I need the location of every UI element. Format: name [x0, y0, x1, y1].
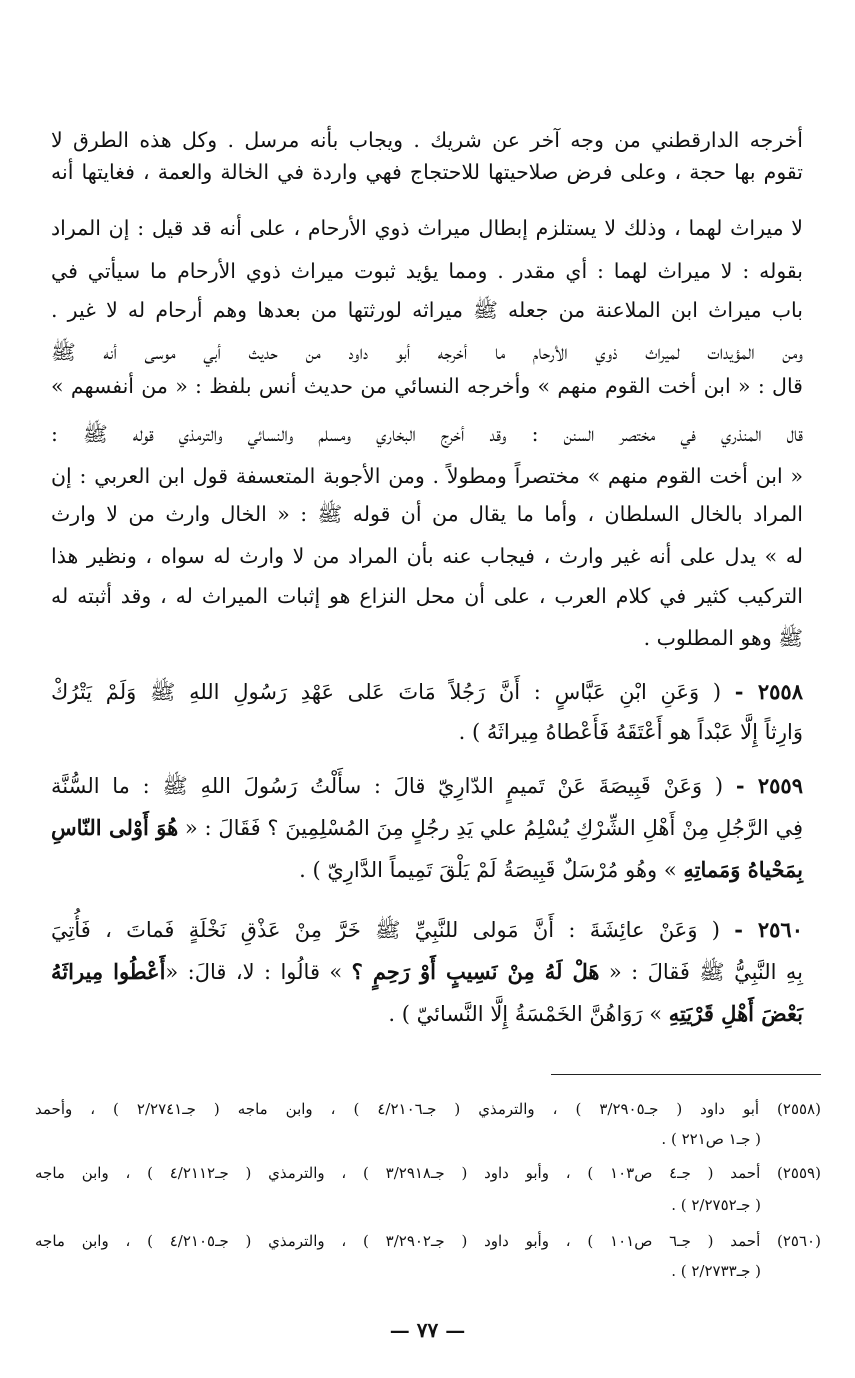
commentary-line: باب ميراث ابن الملاعنة من جعله ﷺ ميراثه لورثتها من بعدها وهم أرحام له لا غير . — [51, 298, 803, 322]
commentary-line: له » يدل على أنه غير وارث ، فيجاب عنه بأن المراد من لا وارث له سواه ، ونظير هذا — [51, 544, 803, 568]
footnote-line: ( جـ٢/٢٧٣٣ ) . — [671, 1262, 761, 1280]
prophetic-quote: هَلْ لَهُ مِنْ نَسِيبٍ أَوْ رَحِمٍ ؟ — [351, 959, 600, 984]
footnote-line: (٢٥٥٨) أبو داود ( جـ٣/٢٩٠٥ ) ، والترمذي ( جـ٤/٢١٠٦ ) ، وابن ماجه ( جـ٢/٢٧٤١ ) ، وأحمد — [35, 1100, 821, 1118]
footnote-line: ( جـ١ ص٢٢١ ) . — [661, 1130, 761, 1148]
hadith-2558-line-1: ٢٥٥٨ - ( وَعَنِ ابْنِ عَبَّاسٍ : أَنَّ رَجُلاً مَاتَ عَلى عَهْدِ رَسُولِ اللهِ ﷺ وَلَمْ يَتْرُكْ — [51, 679, 803, 704]
hadith-2559-line-2: فِي الرَّجُلِ مِنْ أَهْلِ الشِّرْكِ يُسْلِمُ علي يَدِ رجُلٍ مِنَ المُسْلِمِينَ ؟ فَقَالَ : « هُوَ أَوْلى النّاسِ — [51, 815, 803, 840]
commentary-line: بقوله : لا ميراث لهما : أي مقدر . ومما يؤيد ثبوت ميراث ذوي الأرحام ما سيأتي في — [51, 259, 803, 283]
commentary-line: التركيب كثير في كلام العرب ، على أن محل النزاع هو إثبات الميراث له ، وقد أثبته له — [51, 584, 803, 608]
prophetic-quote: بَعْضَ أَهْلِ قَرْيَتِهِ — [668, 1001, 803, 1026]
hadith-2560-line-3: بَعْضَ أَهْلِ قَرْيَتِهِ » رَوَاهُنَّ الخَمْسَةُ إِلَّا النَّسائيّ ) . — [388, 1001, 803, 1026]
commentary-line: « ابن أخت القوم منهم » مختصراً ومطولاً . ومن الأجوبة المتعسفة قول ابن العربي : إن — [51, 464, 803, 488]
prophetic-quote: هُوَ أَوْلى النّاسِ — [51, 815, 179, 840]
hadith-2560-line-1: ٢٥٦٠ - ( وَعَنْ عائِشَةَ : أَنَّ مَولى للنَّبِيِّ ﷺ خَرَّ مِنْ عَذْقِ نَخْلَةٍ فَماتَ ، فَأُتِيَ — [51, 917, 803, 942]
commentary-line: قال المنذري في مختصر السنن : وقد أخرج البخاري ومسلم والنسائي والترمذي قوله ﷺ : — [51, 422, 803, 446]
hadith-2559-line-3: بِمَحْياهُ وَمَماتِهِ » وهُو مُرْسَلٌ قَبِيصَةُ لَمْ يَلْقَ تَمِيماً الدَّارِيّ ) . — [299, 857, 803, 882]
footnote-line: ( جـ٢/٢٧٥٢ ) . — [671, 1196, 761, 1214]
footnote-line: (٢٥٥٩) أحمد ( جـ٤ ص١٠٣ ) ، وأبو داود ( جـ٣/٢٩١٨ ) ، والترمذي ( جـ٤/٢١١٢ ) ، وابن ماجه — [35, 1164, 821, 1182]
commentary-line: المراد بالخال السلطان ، وأما ما يقال من أن قوله ﷺ : « الخال وارث من لا وارث — [51, 502, 803, 526]
footnote-divider — [551, 1074, 821, 1075]
footnote-line: (٢٥٦٠) أحمد ( جـ٦ ص١٠١ ) ، وأبو داود ( جـ٣/٢٩٠٢ ) ، والترمذي ( جـ٤/٢١٠٥ ) ، وابن ماجه — [35, 1232, 821, 1250]
commentary-line: ﷺ وهو المطلوب . — [643, 626, 803, 650]
commentary-line: لا ميراث لهما ، وذلك لا يستلزم إبطال ميراث ذوي الأرحام ، على أنه قد قيل : إن المراد — [51, 216, 803, 240]
commentary-line: أخرجه الدارقطني من وجه آخر عن شريك . ويجاب بأنه مرسل . وكل هذه الطرق لا — [51, 128, 803, 152]
prophetic-quote: أَعْطُوا مِيراثَهُ — [51, 959, 166, 984]
hadith-number: ٢٥٥٨ - — [734, 679, 803, 704]
page-number: — ٧٧ — — [389, 1318, 466, 1342]
commentary-line: ومن المؤيدات لميراث ذوي الأرحام ما أخرجه أبو داود من حديث أبي موسى أنه ﷺ — [51, 340, 803, 364]
prophetic-quote: بِمَحْياهُ وَمَماتِهِ — [683, 857, 803, 882]
commentary-line: تقوم بها حجة ، وعلى فرض صلاحيتها للاحتجاج فهي واردة في الخالة والعمة ، فغايتها أنه — [51, 160, 803, 184]
commentary-line: قال : « ابن أخت القوم منهم » وأخرجه النسائي من حديث أنس بلفظ : « من أنفسهم » — [51, 374, 803, 398]
hadith-number: ٢٥٦٠ - — [734, 917, 803, 942]
hadith-number: ٢٥٥٩ - — [735, 773, 803, 798]
hadith-2558-line-2: وَارِثاً إِلَّا عَبْداً هو أَعْتَقَهُ فَأَعْطاهُ مِيراثَهُ ) . — [458, 720, 803, 744]
hadith-2559-line-1: ٢٥٥٩ - ( وَعَنْ قَبِيصَةَ عَنْ تَميمٍ الدّارِيّ قالَ : سأَلْتُ رَسُولَ اللهِ ﷺ : ما السُّنَّة — [51, 773, 803, 798]
hadith-2560-line-2: بِهِ النَّبِيُّ ﷺ فَقالَ : « هَلْ لَهُ مِنْ نَسِيبٍ أَوْ رَحِمٍ ؟ » قالُوا : لا، قالَ: «أَعْطُوا مِيراثَهُ — [51, 959, 803, 984]
